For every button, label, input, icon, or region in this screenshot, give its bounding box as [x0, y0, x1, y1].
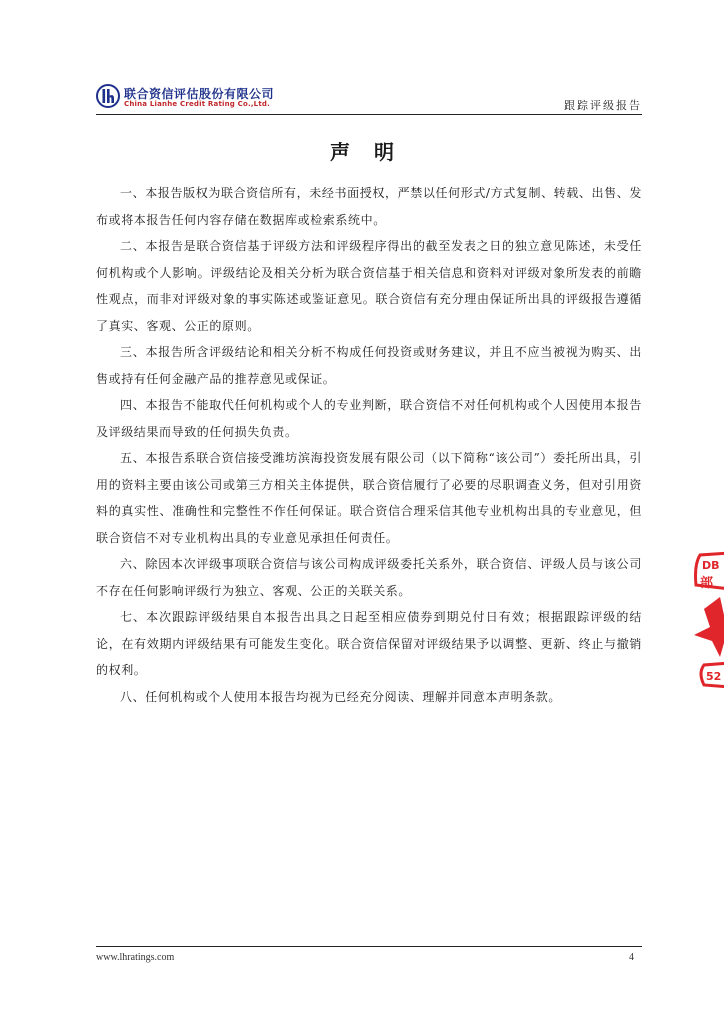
footer-website: www.lhratings.com: [96, 952, 175, 963]
seal-fragment-mid: 部: [700, 576, 714, 591]
declaration-paragraph-7: 七、本次跟踪评级结果自本报告出具之日起至相应债券到期兑付日有效；根据跟踪评级的结论，在有效期内评级结果有可能发生变化。联合资信保留对评级结果予以调整、更新、终止与撤销的权利。: [96, 610, 642, 677]
declaration-paragraph-5: 五、本报告系联合资信接受潍坊滨海投资发展有限公司（以下简称“该公司”）委托所出具，引用的资料主要由该公司或第三方相关主体提供，联合资信履行了必要的尽职调查义务，但对引用资料的真实性、准确性和完整性不作任何保证。联合资信合理采信其他专业机构出具的专业意见，但联合资信不对专业机构出具的专业意见承担任何责任。: [96, 451, 642, 545]
footer-divider: [96, 946, 642, 947]
page-header: [96, 84, 642, 114]
company-name-en: China Lianhe Credit Rating Co.,Ltd.: [124, 100, 270, 108]
declaration-paragraph-2: 二、本报告是联合资信基于评级方法和评级程序得出的截至发表之日的独立意见陈述，未受任何机构或个人影响。评级结论及相关分析为联合资信基于相关信息和资料对评级对象所发表的前瞻性观点，而非对评级对象的事实陈述或鉴证意见。联合资信有充分理由保证所出具的评级报告遵循了真实、客观、公正的原则。: [96, 239, 642, 333]
company-name-cn: 联合资信评估股份有限公司: [124, 87, 275, 101]
declaration-paragraph-3: 三、本报告所含评级结论和相关分析不构成任何投资或财务建议，并且不应当被视为购买、出售或持有任何金融产品的推荐意见或保证。: [96, 345, 642, 386]
declaration-paragraph-1: 一、本报告版权为联合资信所有，未经书面授权，严禁以任何形式/方式复制、转载、出售、发布或将本报告任何内容存储在数据库或检索系统中。: [96, 186, 642, 227]
report-type-label: 跟踪评级报告: [564, 99, 642, 112]
declaration-paragraph-4: 四、本报告不能取代任何机构或个人的专业判断，联合资信不对任何机构或个人因使用本报告及评级结果而导致的任何损失负责。: [96, 398, 642, 439]
lianhe-logo-icon: [96, 84, 120, 108]
declaration-paragraph-6: 六、除因本次评级事项联合资信与该公司构成评级委托关系外，联合资信、评级人员与该公司不存在任何影响评级行为独立、客观、公正的关联关系。: [96, 557, 642, 598]
seal-fragment-bottom: 52: [706, 670, 722, 683]
seal-fragment-top: DB: [702, 559, 720, 572]
page-title: 声明: [330, 140, 418, 164]
declaration-body: [96, 180, 642, 710]
header-divider: [96, 114, 642, 115]
page-number: 4: [629, 952, 634, 963]
partial-seal-stamp-icon: [690, 545, 724, 695]
declaration-paragraph-8: 八、任何机构或个人使用本报告均视为已经充分阅读、理解并同意本声明条款。: [120, 689, 562, 704]
